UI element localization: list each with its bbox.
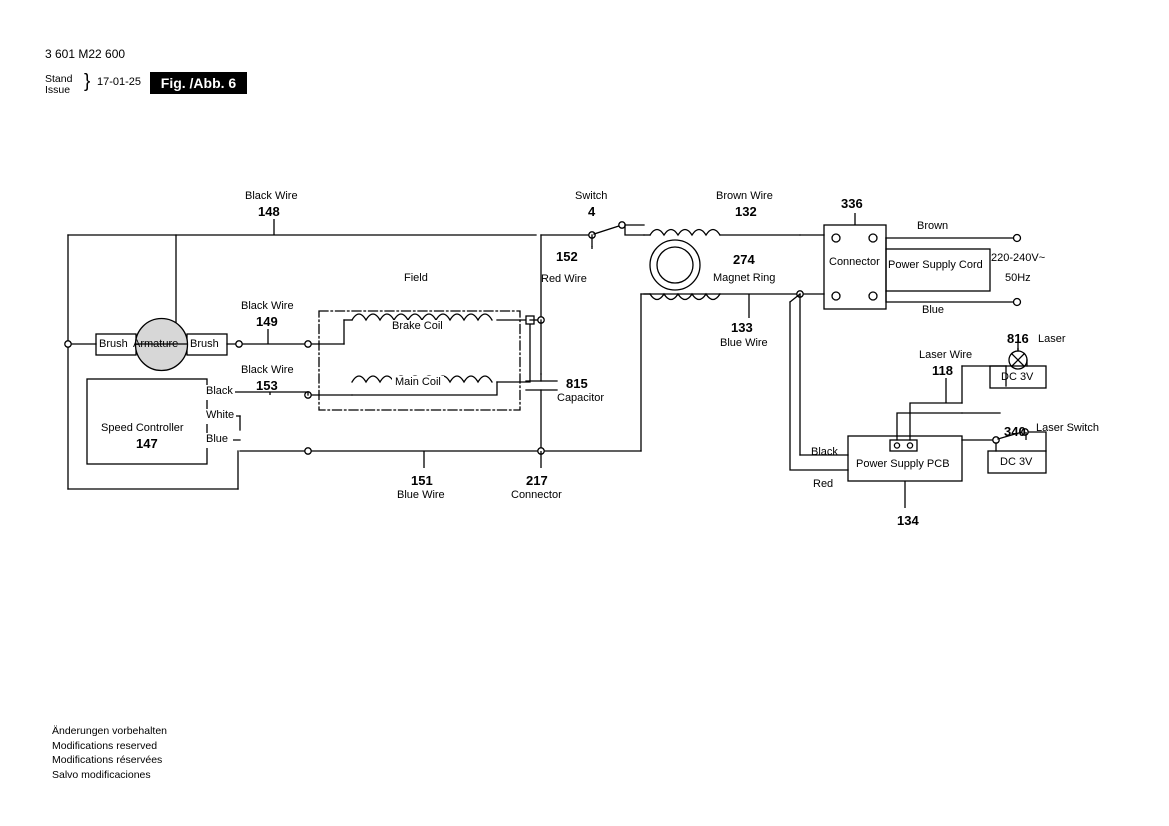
stand-label: Stand — [45, 73, 73, 85]
label-black-wire-149-num: 149 — [256, 314, 278, 329]
label-blue-wire-133-name: Blue Wire — [720, 337, 768, 349]
label-speed-controller-num: 147 — [136, 436, 158, 451]
label-laser-name: Laser — [1038, 333, 1066, 345]
label-main-coil: Main Coil — [392, 376, 444, 388]
label-sc-black: Black — [206, 385, 233, 397]
label-laser-wire-name: Laser Wire — [919, 349, 973, 361]
label-sc-blue: Blue — [206, 433, 229, 445]
part-number: 3 601 M22 600 — [45, 47, 126, 61]
label-brush-left: Brush — [99, 338, 128, 350]
label-armature: Armature — [133, 338, 179, 350]
label-brake-coil: Brake Coil — [389, 320, 446, 332]
label-capacitor-name: Capacitor — [557, 392, 605, 404]
label-mains-brown: Brown — [917, 220, 949, 232]
label-mains-freq: 50Hz — [1005, 272, 1031, 284]
label-blue-wire-133-num: 133 — [731, 320, 753, 335]
label-capacitor-num: 815 — [566, 376, 588, 391]
label-laser-switch-name: Laser Switch — [1036, 422, 1099, 434]
footer-line-fr: Modifications réservées — [52, 754, 163, 766]
label-laser-wire-num: 118 — [932, 363, 953, 378]
footer-line-en: Modifications reserved — [52, 739, 158, 752]
label-black-wire-149-name: Black Wire — [241, 300, 294, 312]
label-connector-217-num: 217 — [526, 473, 548, 488]
label-laser-switch-dc: DC 3V — [1000, 456, 1033, 468]
label-laser-switch-num: 340 — [1004, 424, 1026, 439]
label-speed-controller-name: Speed Controller — [101, 422, 184, 434]
brace-glyph: } — [84, 71, 91, 92]
footer-line-es: Salvo modificaciones — [52, 768, 151, 781]
footer-line-de: Änderungen vorbehalten — [52, 725, 168, 737]
label-psu-pcb-name: Power Supply PCB — [856, 458, 950, 470]
label-field: Field — [404, 272, 428, 284]
label-black-wire-148-num: 148 — [258, 204, 280, 219]
label-mains-blue: Blue — [922, 304, 945, 316]
label-psu-pcb-num: 134 — [897, 513, 919, 528]
label-magnet-ring-name: Magnet Ring — [713, 272, 776, 284]
label-laser-num: 816 — [1007, 331, 1029, 346]
label-red-wire-152-name: Red Wire — [541, 273, 587, 285]
footer-notes — [52, 724, 167, 782]
label-red-wire-152-num: 152 — [556, 249, 578, 264]
figure-badge: Fig. /Abb. 6 — [150, 72, 247, 94]
label-connector-336-num: 336 — [841, 196, 863, 211]
label-black-wire-148-name: Black Wire — [245, 190, 298, 202]
label-switch-name: Switch — [575, 190, 608, 202]
label-switch-num: 4 — [588, 204, 596, 219]
issue-date: 17-01-25 — [97, 76, 142, 88]
label-laser-dc: DC 3V — [1001, 371, 1034, 383]
label-psu-red: Red — [813, 478, 834, 490]
label-connector-336-name: Connector — [829, 256, 880, 268]
label-brush-right: Brush — [190, 338, 219, 350]
label-psu-black: Black — [811, 446, 838, 458]
label-blue-wire-151-name: Blue Wire — [397, 489, 445, 501]
label-sc-white: White — [206, 409, 235, 421]
label-mains-voltage: 220-240V~ — [991, 252, 1046, 264]
label-black-wire-153-num: 153 — [256, 378, 278, 393]
label-brown-wire-132-name: Brown Wire — [716, 190, 773, 202]
issue-label: Issue — [45, 84, 71, 96]
label-magnet-ring-num: 274 — [733, 252, 755, 267]
label-blue-wire-151-num: 151 — [411, 473, 433, 488]
label-power-supply-cord: Power Supply Cord — [888, 259, 983, 271]
label-connector-217-name: Connector — [511, 489, 562, 501]
label-brown-wire-132-num: 132 — [735, 204, 757, 219]
label-black-wire-153-name: Black Wire — [241, 364, 294, 376]
